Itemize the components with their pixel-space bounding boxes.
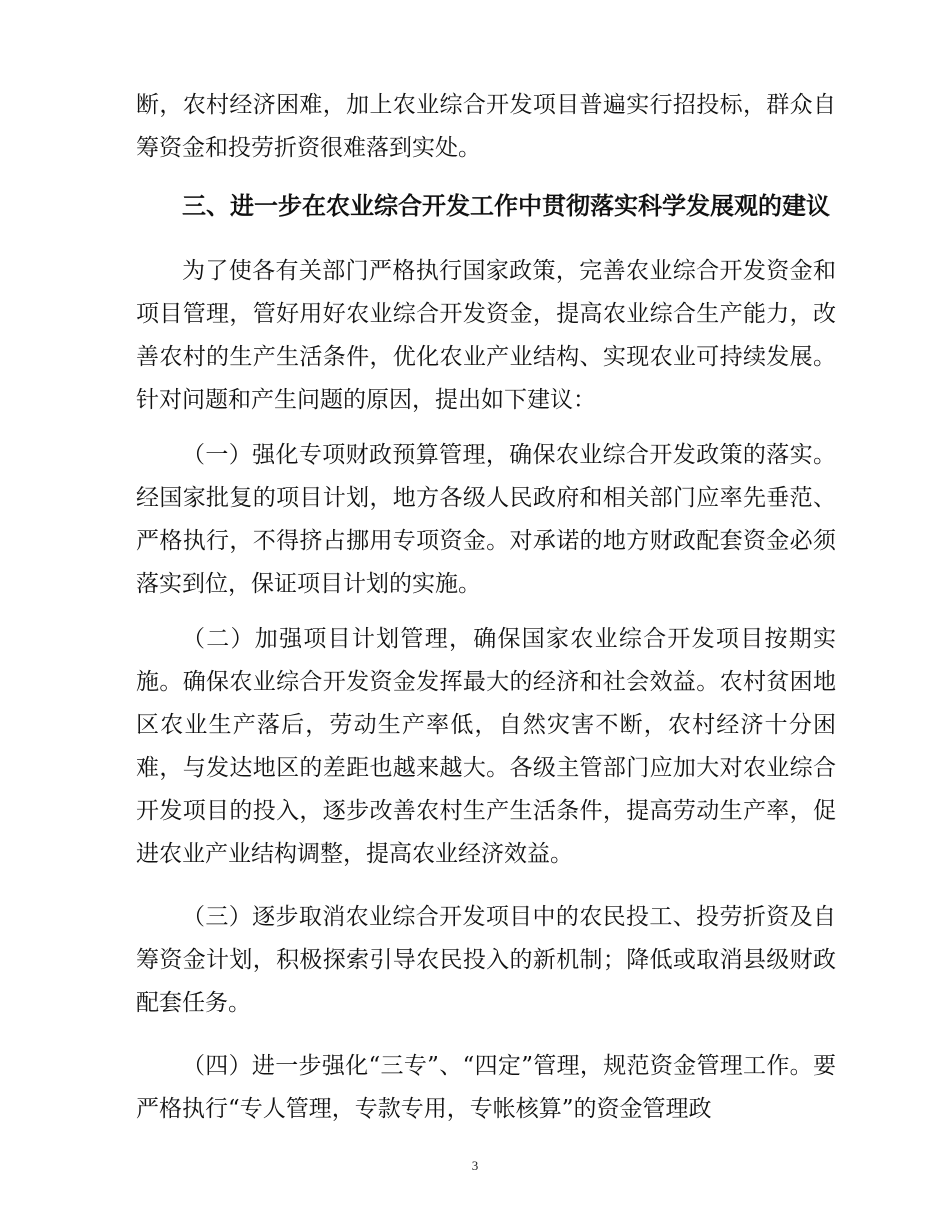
section-heading: 三、进一步在农业综合开发工作中贯彻落实科学发展观的建议 [182,191,830,220]
page-body [136,84,836,1131]
paragraph-continuation: 断，农村经济困难，加上农业综合开发项目普遍实行招投标，群众自筹资金和投劳折资很难落到实处。 [136,92,836,161]
paragraph-item-1: （一）强化专项财政预算管理，确保农业综合开发政策的落实。经国家批复的项目计划，地方各级人民政府和相关部门应率先垂范、严格执行，不得挤占挪用专项资金。对承诺的地方财政配套资金必须落实到位，保证项目计划的实施。 [136,442,836,597]
page-number: 3 [471,1158,479,1173]
paragraph-item-2: （二）加强项目计划管理，确保国家农业综合开发项目按期实施。确保农业综合开发资金发挥最大的经济和社会效益。农村贫困地区农业生产落后，劳动生产率低，自然灾害不断，农村经济十分困难，与发达地区的差距也越来越大。各级主管部门应加大对农业综合开发项目的投入，逐步改善农村生产生活条件，提高劳动生产率，促进农业产业结构调整，提高农业经济效益。 [136,626,836,867]
paragraph-item-4: （四）进一步强化“三专”、“四定”管理，规范资金管理工作。要严格执行“专人管理，专款专用，专帐核算”的资金管理政 [136,1053,836,1122]
paragraph-intro: 为了使各有关部门严格执行国家政策，完善农业综合开发资金和项目管理，管好用好农业综合开发资金，提高农业综合生产能力，改善农村的生产生活条件，优化农业产业结构、实现农业可持续发展。针对问题和产生问题的原因，提出如下建议： [136,258,836,413]
paragraph-item-3: （三）逐步取消农业综合开发项目中的农民投工、投劳折资及自筹资金计划，积极探索引导农民投入的新机制；降低或取消县级财政配套任务。 [136,904,836,1016]
